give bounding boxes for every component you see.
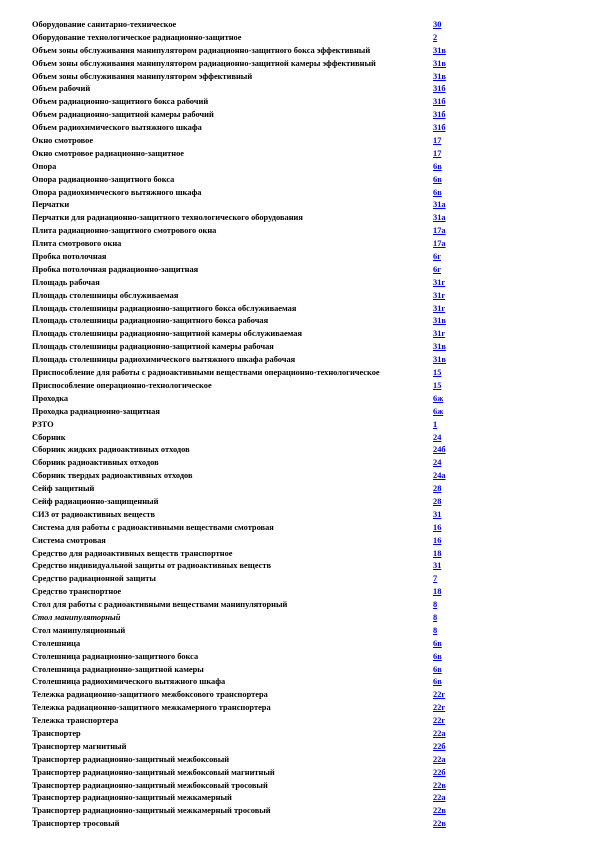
index-entry-term: Транспортер радиационно-защитный межбоксовый <box>32 754 230 764</box>
index-entry-term: Транспортер тросовый <box>32 819 120 829</box>
index-entry-reference-link[interactable]: 6в <box>433 638 442 648</box>
index-entry-reference-link[interactable]: 31а <box>433 200 446 210</box>
index-entry-reference-link[interactable]: 18 <box>433 587 442 597</box>
alphabetical-index-list <box>32 19 552 831</box>
index-entry-term: Площадь столешницы радиационно-защитной камеры рабочая <box>32 342 274 352</box>
index-entry-term: Тележка радиационно-защитного межбоксового транспортера <box>32 690 268 700</box>
index-entry-row <box>32 393 552 406</box>
index-entry-reference-link[interactable]: 8 <box>433 600 438 610</box>
index-entry-row <box>32 122 552 135</box>
index-entry-term: Средство радиационной защиты <box>32 574 156 584</box>
index-entry-row <box>32 225 552 238</box>
index-entry-term: Окно смотровое радиационно-защитное <box>32 148 185 158</box>
index-entry-term: Столешница радиохимического вытяжного шкафа <box>32 677 226 687</box>
index-entry-term: Тележка радиационно-защитного межкамерного транспортера <box>32 703 271 713</box>
index-entry-reference-link[interactable]: 31 <box>433 509 442 519</box>
index-entry-reference-link[interactable]: 6в <box>433 664 442 674</box>
index-entry-term: Объем радиационно-защитной камеры рабочий <box>32 110 214 120</box>
index-entry-reference-link[interactable]: 15 <box>433 380 442 390</box>
index-entry-row <box>32 251 552 264</box>
index-entry-row <box>32 174 552 187</box>
index-entry-row <box>32 560 552 573</box>
index-entry-term: Опора радиохимического вытяжного шкафа <box>32 187 202 197</box>
index-entry-term: Объем зоны обслуживания манипулятором радиационно-защитного бокса эффективный <box>32 45 371 55</box>
index-entry-term: Пробка потолочная <box>32 252 107 262</box>
index-entry-reference-link[interactable]: 17 <box>433 148 442 158</box>
index-entry-reference-link[interactable]: 15 <box>433 368 442 378</box>
index-entry-reference-link[interactable]: 6г <box>433 252 441 262</box>
index-entry-term: Плита смотрового окна <box>32 239 122 249</box>
index-entry-row <box>32 264 552 277</box>
index-entry-reference-link[interactable]: 6в <box>433 174 442 184</box>
index-entry-row <box>32 470 552 483</box>
index-entry-reference-link[interactable]: 31в <box>433 45 446 55</box>
index-entry-reference-link[interactable]: 31в <box>433 71 446 81</box>
index-entry-row <box>32 328 552 341</box>
index-entry-term: Средство индивидуальной защиты от радиоактивных веществ <box>32 561 272 571</box>
index-entry-row <box>32 805 552 818</box>
index-entry-row <box>32 638 552 651</box>
index-entry-term: Средство для радиоактивных веществ транспортное <box>32 548 233 558</box>
index-entry-reference-link[interactable]: 6в <box>433 677 442 687</box>
index-entry-term: Площадь столешницы обслуживаемая <box>32 290 179 300</box>
index-entry-term: Опора радиационно-защитного бокса <box>32 174 175 184</box>
index-entry-reference-link[interactable]: 31б <box>433 84 446 94</box>
index-entry-reference-link[interactable]: 6ж <box>433 406 444 416</box>
index-entry-term: Стол манипуляторный <box>32 612 121 622</box>
index-entry-term: Проходка радиационно-защитная <box>32 406 160 416</box>
index-entry-reference-link[interactable]: 30 <box>433 20 442 29</box>
index-entry-term: Транспортер <box>32 728 81 738</box>
index-entry-row <box>32 187 552 200</box>
index-entry-reference-link[interactable]: 28 <box>433 484 442 494</box>
index-entry-term: Приспособление операционно-технологическое <box>32 380 212 390</box>
index-entry-term: Площадь столешницы радиационно-защитной камеры обслуживаемая <box>32 329 303 339</box>
index-entry-term: Сейф радиационно-защищенный <box>32 496 159 506</box>
index-entry-row <box>32 741 552 754</box>
index-entry-reference-link[interactable]: 31г <box>433 303 446 313</box>
index-entry-term: Стол манипуляционный <box>32 625 126 635</box>
index-entry-row <box>32 457 552 470</box>
index-entry-reference-link[interactable]: 22а <box>433 754 446 764</box>
index-entry-row <box>32 548 552 561</box>
index-entry-reference-link[interactable]: 31в <box>433 58 446 68</box>
index-entry-reference-link[interactable]: 22г <box>433 690 446 700</box>
index-entry-row <box>32 612 552 625</box>
index-entry-row <box>32 238 552 251</box>
index-entry-row <box>32 522 552 535</box>
index-entry-reference-link[interactable]: 2 <box>433 32 438 42</box>
index-entry-term: Объем рабочий <box>32 84 91 94</box>
index-entry-reference-link[interactable]: 22б <box>433 767 446 777</box>
index-entry-term: Площадь рабочая <box>32 277 100 287</box>
index-entry-row <box>32 148 552 161</box>
index-entry-term: Средство транспортное <box>32 587 122 597</box>
index-entry-term: Столешница <box>32 638 81 648</box>
index-entry-row <box>32 754 552 767</box>
index-entry-reference-link[interactable]: 24б <box>433 445 446 455</box>
index-entry-term: Сборник радиоактивных отходов <box>32 458 159 468</box>
index-entry-reference-link[interactable]: 18 <box>433 548 442 558</box>
index-entry-reference-link[interactable]: 31г <box>433 277 446 287</box>
index-entry-term: Транспортер радиационно-защитный межкамерный тросовый <box>32 806 271 816</box>
index-entry-row <box>32 58 552 71</box>
index-entry-term: Проходка <box>32 393 69 403</box>
index-entry-term: Сейф защитный <box>32 484 95 494</box>
index-entry-term: Пробка потолочная радиационно-защитная <box>32 264 199 274</box>
index-entry-row <box>32 509 552 522</box>
index-entry-reference-link[interactable]: 6в <box>433 161 442 171</box>
index-entry-term: Оборудование технологическое радиационно-защитное <box>32 32 242 42</box>
index-entry-row <box>32 444 552 457</box>
index-entry-term: Плита радиационно-защитного смотрового окна <box>32 226 217 236</box>
index-entry-reference-link[interactable]: 31б <box>433 110 446 120</box>
index-entry-row <box>32 664 552 677</box>
index-entry-row <box>32 728 552 741</box>
index-entry-row <box>32 715 552 728</box>
index-entry-reference-link[interactable]: 16 <box>433 522 442 532</box>
index-entry-term: Транспортер магнитный <box>32 741 127 751</box>
index-entry-reference-link[interactable]: 31в <box>433 316 446 326</box>
index-entry-row <box>32 71 552 84</box>
index-entry-reference-link[interactable]: 31а <box>433 213 446 223</box>
index-entry-row <box>32 651 552 664</box>
index-entry-reference-link[interactable]: 1 <box>433 419 438 429</box>
index-entry-row <box>32 45 552 58</box>
index-entry-reference-link[interactable]: 31г <box>433 290 446 300</box>
index-entry-row <box>32 573 552 586</box>
index-entry-reference-link[interactable]: 17 <box>433 136 442 146</box>
index-entry-row <box>32 676 552 689</box>
index-entry-row <box>32 780 552 793</box>
index-entry-reference-link[interactable]: 17а <box>433 226 446 236</box>
index-entry-row <box>32 625 552 638</box>
index-entry-reference-link[interactable]: 22в <box>433 806 446 816</box>
index-entry-term: РЗТО <box>32 419 54 429</box>
index-entry-term: Объем зоны обслуживания манипулятором радиационно-защитной камеры эффективный <box>32 58 376 68</box>
index-entry-row <box>32 599 552 612</box>
index-entry-term: Площадь столешницы радиационно-защитного бокса обслуживаемая <box>32 303 297 313</box>
index-entry-term: Опора <box>32 161 57 171</box>
index-entry-term: Стол для работы с радиоактивными веществами манипуляторный <box>32 600 288 610</box>
index-entry-row <box>32 341 552 354</box>
index-entry-term: Объем зоны обслуживания манипулятором эффективный <box>32 71 253 81</box>
index-entry-reference-link[interactable]: 24а <box>433 471 446 481</box>
index-entry-term: Транспортер радиационно-защитный межбоксовый тросовый <box>32 780 268 790</box>
index-entry-row <box>32 432 552 445</box>
index-entry-term: Тележка транспортера <box>32 716 119 726</box>
index-entry-row <box>32 496 552 509</box>
index-entry-reference-link[interactable]: 22г <box>433 716 446 726</box>
index-entry-term: Приспособление для работы с радиоактивными веществами операционно-технологическое <box>32 368 380 378</box>
index-entry-row <box>32 212 552 225</box>
index-entry-reference-link[interactable]: 31 <box>433 561 442 571</box>
index-entry-term: Окно смотровое <box>32 136 94 146</box>
index-entry-reference-link[interactable]: 22в <box>433 780 446 790</box>
index-entry-row <box>32 406 552 419</box>
index-entry-reference-link[interactable]: 31б <box>433 97 446 107</box>
index-entry-row <box>32 354 552 367</box>
index-entry-row <box>32 83 552 96</box>
index-entry-term: Перчатки <box>32 200 70 210</box>
index-entry-reference-link[interactable]: 31в <box>433 342 446 352</box>
index-entry-row <box>32 32 552 45</box>
index-entry-row <box>32 702 552 715</box>
index-entry-reference-link[interactable]: 16 <box>433 535 442 545</box>
index-entry-row <box>32 792 552 805</box>
index-entry-reference-link[interactable]: 22г <box>433 703 446 713</box>
index-entry-row <box>32 535 552 548</box>
index-entry-row <box>32 135 552 148</box>
index-entry-term: Площадь столешницы радиохимического вытяжного шкафа рабочая <box>32 355 296 365</box>
index-entry-row <box>32 161 552 174</box>
index-entry-term: Объем радиохимического вытяжного шкафа <box>32 123 202 133</box>
index-entry-term: Система смотровая <box>32 535 106 545</box>
index-entry-term: Объем радиационно-защитного бокса рабочий <box>32 97 209 107</box>
index-entry-row <box>32 767 552 780</box>
index-entry-row <box>32 483 552 496</box>
index-entry-term: Столешница радиационно-защитного бокса <box>32 651 199 661</box>
index-entry-term: Сборник <box>32 432 66 442</box>
index-entry-term: Перчатки для радиационно-защитного технологического оборудования <box>32 213 303 223</box>
index-entry-reference-link[interactable]: 22а <box>433 728 446 738</box>
index-entry-reference-link[interactable]: 6г <box>433 264 441 274</box>
index-entry-row <box>32 689 552 702</box>
index-entry-row <box>32 367 552 380</box>
index-entry-reference-link[interactable]: 7 <box>433 574 438 584</box>
index-entry-row <box>32 419 552 432</box>
index-entry-reference-link[interactable]: 22а <box>433 793 446 803</box>
index-entry-row <box>32 109 552 122</box>
index-entry-row <box>32 96 552 109</box>
index-entry-row <box>32 199 552 212</box>
index-entry-row <box>32 290 552 303</box>
index-entry-reference-link[interactable]: 6в <box>433 187 442 197</box>
index-entry-reference-link[interactable]: 22в <box>433 819 446 829</box>
index-entry-reference-link[interactable]: 22б <box>433 741 446 751</box>
index-entry-term: Транспортер радиационно-защитный межкамерный <box>32 793 232 803</box>
index-entry-reference-link[interactable]: 6ж <box>433 393 444 403</box>
index-entry-row <box>32 315 552 328</box>
index-entry-term: Транспортер радиационно-защитный межбоксовый магнитный <box>32 767 275 777</box>
index-entry-reference-link[interactable]: 24 <box>433 432 442 442</box>
index-entry-reference-link[interactable]: 24 <box>433 458 442 468</box>
index-entry-term: СИЗ от радиоактивных веществ <box>32 509 156 519</box>
index-entry-reference-link[interactable]: 8 <box>433 625 438 635</box>
index-entry-term: Оборудование санитарно-техническое <box>32 20 177 29</box>
index-entry-row <box>32 380 552 393</box>
index-entry-row <box>32 303 552 316</box>
index-entry-reference-link[interactable]: 17а <box>433 239 446 249</box>
index-entry-row <box>32 277 552 290</box>
index-entry-term: Сборник жидких радиоактивных отходов <box>32 445 190 455</box>
index-entry-row <box>32 818 552 831</box>
index-entry-term: Столешница радиационно-защитной камеры <box>32 664 204 674</box>
index-entry-reference-link[interactable]: 31г <box>433 329 446 339</box>
index-entry-term: Площадь столешницы радиационно-защитного бокса рабочая <box>32 316 269 326</box>
index-entry-reference-link[interactable]: 8 <box>433 612 438 622</box>
index-entry-term: Система для работы с радиоактивными веществами смотровая <box>32 522 274 532</box>
index-entry-row <box>32 586 552 599</box>
index-entry-reference-link[interactable]: 6в <box>433 651 442 661</box>
index-entry-reference-link[interactable]: 31б <box>433 123 446 133</box>
index-entry-reference-link[interactable]: 31в <box>433 355 446 365</box>
index-entry-reference-link[interactable]: 28 <box>433 496 442 506</box>
index-entry-row <box>32 19 552 32</box>
index-entry-term: Сборник твердых радиоактивных отходов <box>32 471 193 481</box>
